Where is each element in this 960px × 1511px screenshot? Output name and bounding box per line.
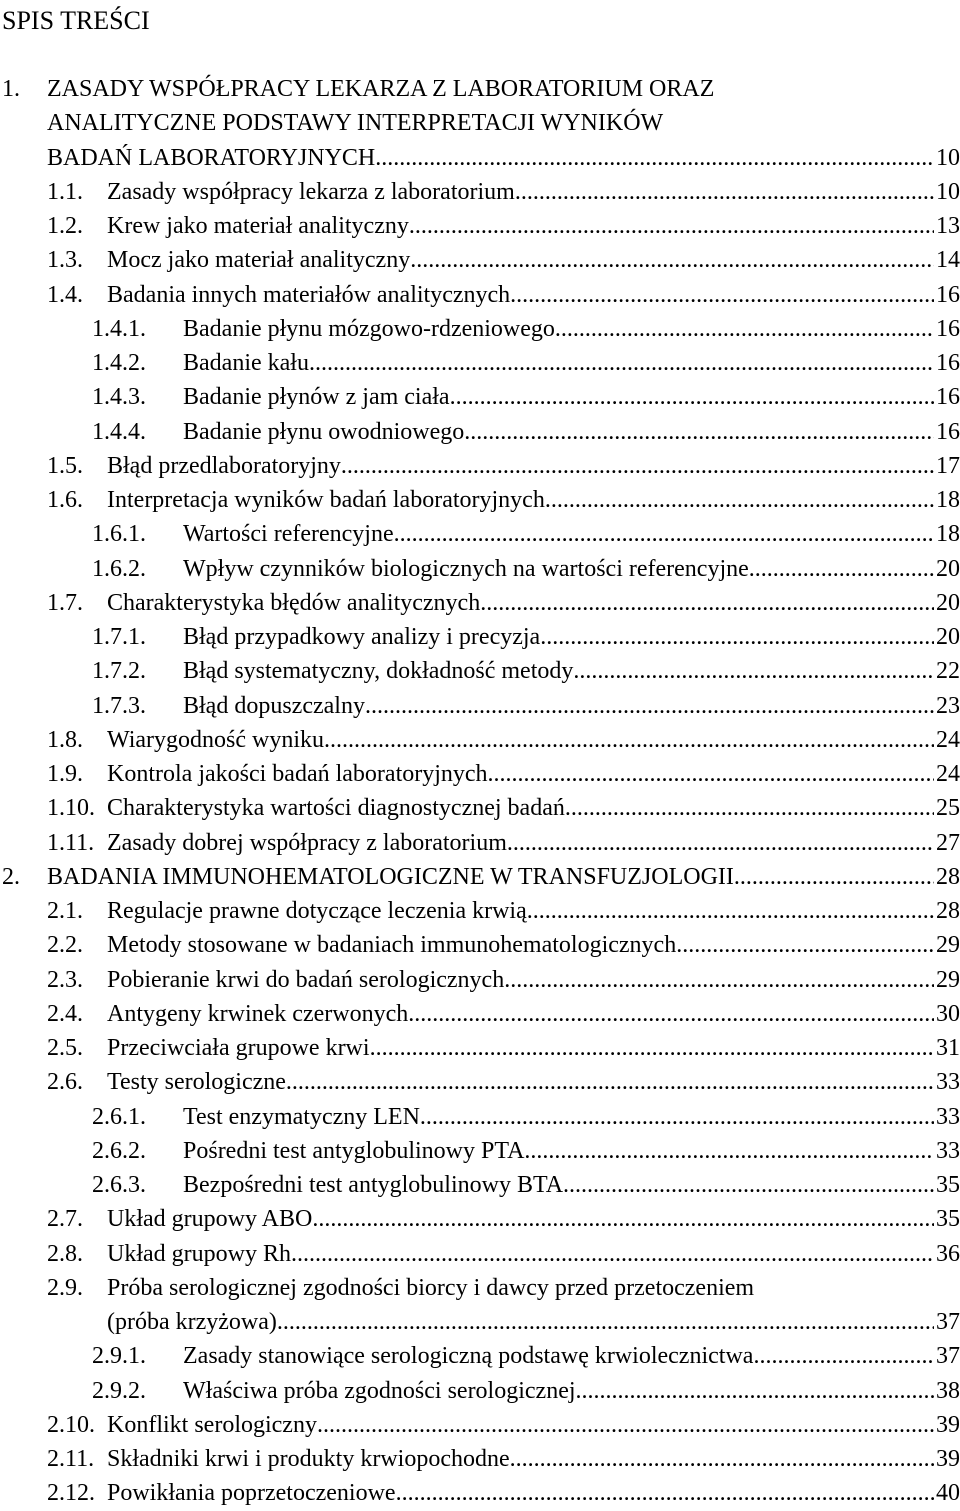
- toc-entry[interactable]: [0, 791, 960, 825]
- toc-entry[interactable]: [0, 175, 960, 209]
- toc-entry-page-number: 37: [936, 1343, 960, 1370]
- toc-entry-title: Właściwa próba zgodności serologicznej: [183, 1374, 576, 1408]
- toc-entry-number: 1.11.: [47, 829, 95, 856]
- toc-entry-number: 1.7.2.: [92, 658, 146, 685]
- toc-entry-page-number: 28: [936, 898, 960, 924]
- toc-entry-title: Wpływ czynników biologicznych na wartości referencyjne: [183, 552, 749, 586]
- toc-entry-body: [107, 757, 960, 791]
- toc-dot-leader: [394, 517, 934, 551]
- toc-dot-leader: [370, 1031, 934, 1065]
- toc-entry-body: [107, 826, 960, 860]
- toc-dot-leader: [563, 1168, 934, 1202]
- toc-entry-page-number: 38: [936, 1377, 960, 1404]
- toc-entry-page-number: 29: [936, 932, 960, 959]
- toc-entry[interactable]: [0, 209, 960, 243]
- toc-entry-number: 2.8.: [47, 1240, 83, 1267]
- toc-entry-number: 1.2.: [47, 213, 83, 239]
- toc-entry-body: [183, 517, 960, 551]
- toc-entry-body: [107, 1031, 960, 1065]
- toc-entry-title: Zasady dobrej współpracy z laboratorium: [107, 826, 507, 860]
- toc-entry-page-number: 16: [936, 350, 960, 376]
- toc-entry-body: [107, 1065, 960, 1099]
- toc-entry-number: 2.6.: [47, 1069, 83, 1096]
- toc-entry-title: Kontrola jakości badań laboratoryjnych: [107, 757, 488, 791]
- toc-entry-page-number: 33: [936, 1103, 960, 1130]
- toc-entry-title: Testy serologiczne: [107, 1065, 286, 1099]
- toc-entry-number: 1.7.1.: [92, 624, 146, 650]
- toc-entry-body: [107, 449, 960, 483]
- toc-entry-body: [107, 1271, 754, 1305]
- toc-entry-title: Przeciwciała grupowe krwi: [107, 1031, 370, 1065]
- toc-entry-title: Krew jako materiał analityczny: [107, 209, 409, 243]
- toc-entry-body: [107, 997, 960, 1031]
- toc-dot-leader: [507, 826, 934, 860]
- toc-entry-body: [107, 1476, 960, 1510]
- toc-entry-title: Antygeny krwinek czerwonych: [107, 997, 408, 1031]
- toc-entry-title: Badanie płynu mózgowo-rdzeniowego: [183, 312, 555, 346]
- toc-entry-number: 1.4.2.: [92, 350, 146, 376]
- toc-entry-body: [107, 175, 960, 209]
- toc-entry[interactable]: [0, 1168, 960, 1202]
- toc-entry-page-number: 16: [936, 418, 960, 445]
- toc-entry-page-number: 24: [936, 761, 960, 787]
- toc-dot-leader: [309, 346, 934, 380]
- toc-entry[interactable]: [0, 1065, 960, 1099]
- toc-entry-body: [47, 72, 714, 106]
- toc-entry[interactable]: [0, 483, 960, 517]
- toc-dot-leader: [341, 449, 934, 483]
- toc-entry-body: [47, 141, 960, 175]
- toc-entry-number: 1.4.: [47, 281, 83, 308]
- toc-entry-page-number: 14: [936, 247, 960, 274]
- toc-entry-number: 1.: [2, 76, 20, 102]
- toc-dot-leader: [676, 928, 934, 962]
- toc-dot-leader: [410, 243, 934, 277]
- toc-entry-page-number: 16: [936, 315, 960, 342]
- toc-entry-body: [107, 894, 960, 928]
- toc-entry-title: ANALITYCZNE PODSTAWY INTERPRETACJI WYNIKÓW: [47, 106, 663, 140]
- toc-entry-body: [183, 1134, 960, 1168]
- toc-entry-title: Interpretacja wyników badań laboratoryjnych: [107, 483, 545, 517]
- toc-entry-title: Układ grupowy ABO: [107, 1202, 312, 1236]
- toc-entry-number: 1.6.: [47, 487, 83, 513]
- toc-entry[interactable]: [0, 517, 960, 551]
- toc-entry-title: Błąd przypadkowy analizy i precyzja: [183, 620, 540, 654]
- toc-entry[interactable]: [0, 72, 960, 106]
- toc-entry[interactable]: [0, 141, 960, 175]
- toc-entry-number: 1.5.: [47, 452, 83, 479]
- toc-dot-leader: [291, 1237, 934, 1271]
- toc-dot-leader: [734, 860, 934, 894]
- toc-entry[interactable]: [0, 997, 960, 1031]
- toc-entry-title: (próba krzyżowa): [107, 1305, 277, 1339]
- toc-entry-page-number: 35: [936, 1172, 960, 1198]
- toc-entry[interactable]: [0, 1202, 960, 1236]
- toc-dot-leader: [565, 791, 934, 825]
- toc-entry-body: [183, 312, 960, 346]
- toc-entry[interactable]: [0, 106, 960, 140]
- toc-list: [0, 72, 960, 1511]
- toc-entry-page-number: 24: [936, 726, 960, 753]
- toc-entry-number: 2.9.: [47, 1274, 83, 1301]
- toc-entry-title: Pobieranie krwi do badań serologicznych: [107, 963, 504, 997]
- toc-entry-number: 1.4.4.: [92, 418, 146, 445]
- toc-dot-leader: [545, 483, 934, 517]
- toc-entry-page-number: 33: [936, 1069, 960, 1096]
- toc-entry-title: Badania innych materiałów analitycznych: [107, 278, 510, 312]
- toc-dot-leader: [312, 1202, 934, 1236]
- toc-entry-body: [47, 106, 663, 140]
- toc-entry-title: Błąd przedlaboratoryjny: [107, 449, 341, 483]
- toc-entry-body: [107, 963, 960, 997]
- toc-entry[interactable]: [0, 894, 960, 928]
- toc-entry-page-number: 16: [936, 384, 960, 411]
- toc-entry-title: Wiarygodność wyniku: [107, 723, 324, 757]
- toc-dot-leader: [555, 312, 934, 346]
- toc-entry-number: 1.6.1.: [92, 521, 146, 548]
- toc-entry[interactable]: [0, 654, 960, 688]
- toc-entry-page-number: 31: [936, 1035, 960, 1061]
- toc-entry-page-number: 28: [936, 863, 960, 890]
- toc-entry-page-number: 37: [936, 1309, 960, 1335]
- toc-entry-body: [107, 1442, 960, 1476]
- toc-entry-number: 1.4.3.: [92, 384, 146, 411]
- toc-entry-body: [107, 928, 960, 962]
- toc-entry-page-number: 35: [936, 1206, 960, 1233]
- toc-entry-title: Składniki krwi i produkty krwiopochodne: [107, 1442, 510, 1476]
- toc-dot-leader: [504, 963, 934, 997]
- toc-entry-title: Układ grupowy Rh: [107, 1237, 291, 1271]
- toc-entry-title: Metody stosowane w badaniach immunohematologicznych: [107, 928, 676, 962]
- toc-entry[interactable]: [0, 278, 960, 312]
- toc-entry[interactable]: [0, 243, 960, 277]
- toc-entry[interactable]: [0, 826, 960, 860]
- toc-entry-number: 2.6.1.: [92, 1103, 146, 1130]
- toc-entry-title: ZASADY WSPÓŁPRACY LEKARZA Z LABORATORIUM ORAZ: [47, 72, 714, 106]
- toc-entry-body: [107, 586, 960, 620]
- toc-dot-leader: [286, 1065, 934, 1099]
- toc-entry-page-number: 20: [936, 624, 960, 650]
- toc-entry[interactable]: [0, 380, 960, 414]
- toc-entry-title: Badanie kału: [183, 346, 309, 380]
- toc-entry[interactable]: [0, 1374, 960, 1408]
- toc-entry-page-number: 39: [936, 1446, 960, 1472]
- toc-entry-number: 2.10.: [47, 1411, 95, 1438]
- toc-entry-body: [183, 1168, 960, 1202]
- toc-entry-body: [107, 209, 960, 243]
- toc-entry[interactable]: [0, 1271, 960, 1305]
- toc-entry-body: [107, 1408, 960, 1442]
- toc-entry-body: [183, 346, 960, 380]
- toc-entry-body: [183, 654, 960, 688]
- toc-entry-title: Badanie płynów z jam ciała: [183, 380, 450, 414]
- toc-entry[interactable]: [0, 1339, 960, 1373]
- toc-entry-title: Powikłania poprzetoczeniowe: [107, 1476, 396, 1510]
- toc-entry-title: Próba serologicznej zgodności biorcy i dawcy przed przetoczeniem: [107, 1271, 754, 1305]
- toc-entry-page-number: 33: [936, 1137, 960, 1164]
- toc-entry-body: [107, 278, 960, 312]
- toc-entry-title: Badanie płynu owodniowego: [183, 415, 464, 449]
- toc-entry-page-number: 10: [936, 144, 960, 171]
- toc-entry-title: Pośredni test antyglobulinowy PTA: [183, 1134, 524, 1168]
- toc-entry-page-number: 20: [936, 555, 960, 582]
- toc-entry[interactable]: [0, 1134, 960, 1168]
- toc-dot-leader: [396, 1476, 934, 1510]
- toc-entry-number: 2.6.2.: [92, 1137, 146, 1164]
- toc-entry-page-number: 39: [936, 1411, 960, 1438]
- toc-entry-number: 2.2.: [47, 932, 83, 959]
- toc-dot-leader: [524, 1134, 934, 1168]
- toc-entry-number: 2.9.1.: [92, 1343, 146, 1370]
- toc-entry-body: [107, 1305, 960, 1339]
- toc-entry-number: 1.1.: [47, 178, 83, 205]
- toc-entry[interactable]: [0, 415, 960, 449]
- toc-entry[interactable]: [0, 1476, 960, 1510]
- toc-entry-body: [107, 483, 960, 517]
- toc-entry-page-number: 29: [936, 966, 960, 993]
- toc-entry-number: 1.4.1.: [92, 315, 146, 342]
- toc-entry-page-number: 10: [936, 178, 960, 205]
- toc-entry-body: [183, 415, 960, 449]
- toc-entry-body: [107, 723, 960, 757]
- toc-entry-page-number: 36: [936, 1240, 960, 1267]
- toc-dot-leader: [317, 1408, 934, 1442]
- page-title: SPIS TREŚCI: [2, 6, 150, 35]
- toc-entry[interactable]: [0, 346, 960, 380]
- toc-entry-page-number: 27: [936, 829, 960, 856]
- toc-dot-leader: [749, 552, 934, 586]
- toc-entry-body: [183, 620, 960, 654]
- toc-dot-leader: [540, 620, 934, 654]
- toc-entry-page-number: 25: [936, 795, 960, 822]
- toc-entry-title: Wartości referencyjne: [183, 517, 394, 551]
- toc-entry[interactable]: [0, 1442, 960, 1476]
- toc-entry-title: Regulacje prawne dotyczące leczenia krwią: [107, 894, 527, 928]
- toc-entry-title: Zasady stanowiące serologiczną podstawę krwiolecznictwa: [183, 1339, 753, 1373]
- toc-dot-leader: [277, 1305, 934, 1339]
- toc-entry[interactable]: [0, 312, 960, 346]
- toc-entry-number: 2.3.: [47, 966, 83, 993]
- toc-entry-title: Błąd systematyczny, dokładność metody: [183, 654, 573, 688]
- toc-entry-title: Bezpośredni test antyglobulinowy BTA: [183, 1168, 563, 1202]
- toc-entry[interactable]: [0, 552, 960, 586]
- toc-dot-leader: [573, 654, 934, 688]
- toc-dot-leader: [576, 1374, 934, 1408]
- toc-entry-page-number: 22: [936, 658, 960, 685]
- toc-entry-number: 2.6.3.: [92, 1172, 146, 1198]
- toc-entry-number: 2.9.2.: [92, 1377, 146, 1404]
- toc-entry-number: 2.11.: [47, 1446, 95, 1472]
- toc-dot-leader: [527, 894, 934, 928]
- toc-dot-leader: [510, 278, 934, 312]
- toc-entry-title: Charakterystyka wartości diagnostycznej badań: [107, 791, 565, 825]
- toc-entry[interactable]: [0, 928, 960, 962]
- toc-entry[interactable]: [0, 1031, 960, 1065]
- toc-entry[interactable]: [0, 723, 960, 757]
- toc-entry-body: [107, 1237, 960, 1271]
- toc-entry-number: 1.8.: [47, 726, 83, 753]
- toc-entry[interactable]: [0, 1100, 960, 1134]
- toc-entry-number: 1.7.3.: [92, 692, 146, 719]
- toc-entry-title: Test enzymatyczny LEN: [183, 1100, 420, 1134]
- toc-dot-leader: [515, 175, 934, 209]
- toc-entry-number: 2.4.: [47, 1000, 83, 1027]
- toc-entry-page-number: 17: [936, 452, 960, 479]
- toc-entry[interactable]: [0, 586, 960, 620]
- toc-entry-number: 1.3.: [47, 247, 83, 274]
- toc-dot-leader: [480, 586, 934, 620]
- toc-entry-page-number: 23: [936, 692, 960, 719]
- toc-entry-title: Charakterystyka błędów analitycznych: [107, 586, 480, 620]
- toc-entry-page-number: 18: [936, 521, 960, 548]
- toc-dot-leader: [450, 380, 934, 414]
- toc-dot-leader: [488, 757, 934, 791]
- toc-dot-leader: [324, 723, 934, 757]
- toc-dot-leader: [753, 1339, 934, 1373]
- toc-dot-leader: [409, 209, 934, 243]
- toc-entry-number: 2.: [2, 863, 20, 890]
- toc-entry[interactable]: [0, 449, 960, 483]
- toc-entry-body: [183, 1100, 960, 1134]
- toc-entry-page-number: 18: [936, 487, 960, 513]
- toc-dot-leader: [510, 1442, 934, 1476]
- toc-dot-leader: [365, 689, 934, 723]
- toc-entry-body: [183, 1374, 960, 1408]
- toc-entry[interactable]: [0, 1237, 960, 1271]
- toc-dot-leader: [420, 1100, 934, 1134]
- toc-entry-body: [107, 243, 960, 277]
- toc-entry-page-number: 16: [936, 281, 960, 308]
- toc-entry-title: BADAŃ LABORATORYJNYCH: [47, 141, 375, 175]
- toc-entry-number: 2.1.: [47, 898, 83, 924]
- toc-entry-number: 1.6.2.: [92, 555, 146, 582]
- toc-entry-body: [183, 552, 960, 586]
- toc-entry-title: Błąd dopuszczalny: [183, 689, 365, 723]
- toc-entry-number: 1.10.: [47, 795, 95, 822]
- toc-entry-title: Zasady współpracy lekarza z laboratorium: [107, 175, 515, 209]
- toc-entry-page-number: 30: [936, 1000, 960, 1027]
- toc-entry-number: 2.7.: [47, 1206, 83, 1233]
- toc-entry-number: 2.5.: [47, 1035, 83, 1061]
- toc-entry-number: 2.12.: [47, 1480, 95, 1507]
- toc-entry-title: BADANIA IMMUNOHEMATOLOGICZNE W TRANSFUZJOLOGII: [47, 860, 734, 894]
- toc-dot-leader: [375, 141, 934, 175]
- toc-entry[interactable]: [0, 689, 960, 723]
- toc-entry-body: [183, 380, 960, 414]
- toc-entry-body: [47, 860, 960, 894]
- toc-entry[interactable]: [0, 1408, 960, 1442]
- toc-entry[interactable]: [0, 620, 960, 654]
- toc-entry-page-number: 20: [936, 589, 960, 616]
- toc-entry[interactable]: [0, 1305, 960, 1339]
- toc-entry-body: [183, 689, 960, 723]
- toc-dot-leader: [408, 997, 934, 1031]
- toc-entry[interactable]: [0, 963, 960, 997]
- toc-entry-body: [107, 791, 960, 825]
- toc-entry-body: [183, 1339, 960, 1373]
- toc-entry[interactable]: [0, 860, 960, 894]
- toc-entry-body: [107, 1202, 960, 1236]
- toc-entry-page-number: 13: [936, 213, 960, 239]
- toc-entry-title: Mocz jako materiał analityczny: [107, 243, 410, 277]
- toc-entry-number: 1.7.: [47, 589, 83, 616]
- toc-entry-page-number: 40: [936, 1480, 960, 1507]
- toc-entry-number: 1.9.: [47, 761, 83, 787]
- toc-entry[interactable]: [0, 757, 960, 791]
- toc-entry-title: Konflikt serologiczny: [107, 1408, 317, 1442]
- toc-dot-leader: [464, 415, 934, 449]
